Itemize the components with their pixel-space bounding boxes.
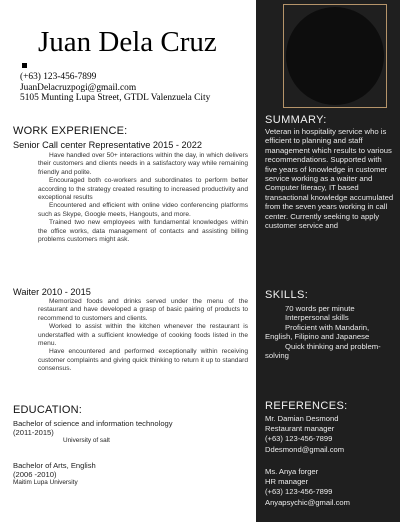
sidebar bbox=[256, 0, 400, 522]
reference-role: HR manager bbox=[265, 477, 309, 487]
summary-text: Veteran in hospitality service who is efficient to planning and staff management which results to various recommendations. Supported with five years of knowledge in customer service working as a waiter and Computer literacy, IT based transactional knowledge accumulated from the seven years working in call center. Currently seeking to apply customer service and bbox=[265, 127, 394, 231]
applicant-name: Juan Dela Cruz bbox=[38, 26, 217, 58]
skill-item: Proficient with Mandarin, English, Filipino and Japanese bbox=[265, 322, 370, 342]
skills-heading: SKILLS: bbox=[265, 289, 309, 301]
reference-phone: (+63) 123-456-7899 bbox=[265, 434, 333, 444]
reference-entry bbox=[265, 414, 397, 455]
degree: Bachelor of Arts, English bbox=[13, 461, 96, 470]
school-name: Maitim Lupa University bbox=[13, 479, 78, 487]
reference-phone: (+63) 123-456-7899 bbox=[265, 487, 333, 497]
profile-photo-frame bbox=[283, 4, 387, 108]
email-address: JuanDelacruzpogi@gmail.com bbox=[20, 82, 137, 93]
degree: Bachelor of science and information technology bbox=[13, 419, 173, 428]
phone-number: (+63) 123-456-7899 bbox=[20, 72, 97, 82]
skills-list bbox=[265, 304, 395, 360]
job-bullet: Memorized foods and drinks served under the menu of the restaurant and have developed a grasp of basic pairing of products to recommend to customers and clients. bbox=[38, 298, 248, 322]
reference-entry bbox=[265, 467, 397, 508]
work-experience-heading: WORK EXPERIENCE: bbox=[13, 125, 128, 137]
school-name: University of salt bbox=[63, 437, 110, 445]
education-entry bbox=[13, 419, 243, 445]
reference-email: Ddesmond@gmail.com bbox=[265, 444, 345, 454]
skill-item: Interpersonal skills bbox=[285, 313, 349, 323]
skill-item: Quick thinking and problem- solving bbox=[265, 341, 381, 361]
reference-role: Restaurant manager bbox=[265, 424, 335, 434]
education-heading: EDUCATION: bbox=[13, 404, 83, 416]
summary-heading: SUMMARY: bbox=[265, 114, 327, 126]
job-bullet: Encouraged both co-workers and subordinates to perform better according to the strategy created resulting to increased productivity and exceptional results bbox=[38, 177, 248, 202]
contact-info bbox=[20, 72, 252, 104]
job-bullet: Have handled over 50+ interactions within the day, in which delivers their customers and clients needs in a satisfactory way while remaining friendly and polite. bbox=[38, 152, 248, 176]
home-address: 5105 Munting Lupa Street, GTDL Valenzuela City bbox=[20, 93, 211, 104]
job-bullet: Worked to assist within the kitchen whenever the restaurant is understaffed with a sufficient knowledge of cooking foods listed in the menu. bbox=[38, 323, 248, 348]
reference-name: Ms. Anya forger bbox=[265, 467, 319, 476]
education-entry bbox=[13, 461, 243, 487]
job-bullet: Encountered and efficient with online video conferencing platforms such as Skype, Google meets, Hangouts, and more. bbox=[38, 202, 248, 218]
job-title: Senior Call center Representative 2015 - 2022 bbox=[13, 140, 202, 150]
bullet-marker bbox=[22, 63, 27, 68]
page-margin bbox=[400, 0, 406, 522]
job-description bbox=[38, 298, 248, 374]
summary-box bbox=[265, 127, 395, 283]
profile-photo bbox=[286, 7, 384, 105]
reference-name: Mr. Damian Desmond bbox=[265, 414, 339, 423]
skill-item: 70 words per minute bbox=[285, 304, 355, 313]
reference-email: Anyapsychic@gmail.com bbox=[265, 497, 350, 507]
job-description bbox=[38, 152, 248, 244]
degree-years: (2011-2015) bbox=[13, 428, 54, 438]
job-bullet: Trained two new employees with fundamental knowledges within the office works, data management of contacts and assisting billing problems customers might ask. bbox=[38, 219, 248, 244]
job-bullet: Have encountered and performed exceptionally within receiving customer complaints and giving quick thinking to return it up to standard consensus. bbox=[38, 348, 248, 373]
references-heading: REFERENCES: bbox=[265, 400, 348, 412]
job-title: Waiter 2010 - 2015 bbox=[13, 287, 91, 297]
degree-years: (2006 -2010) bbox=[13, 470, 57, 480]
